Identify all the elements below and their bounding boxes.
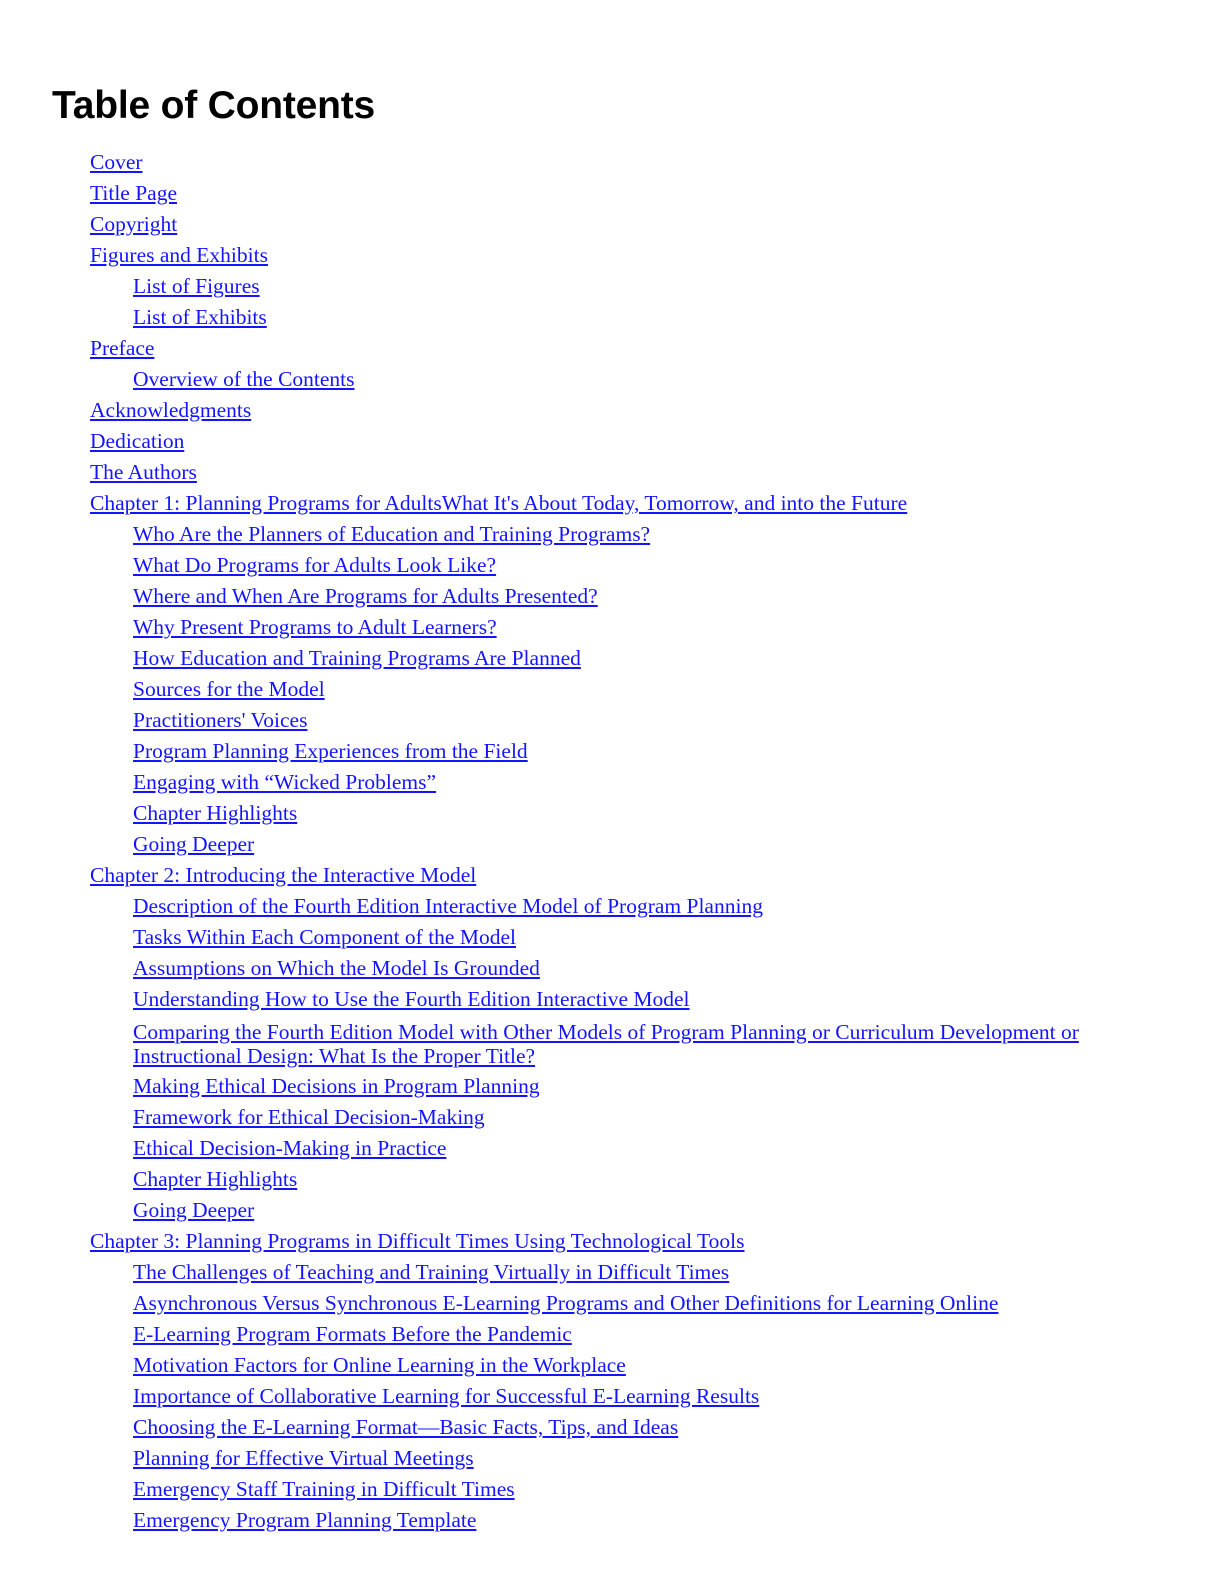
toc-link[interactable]: Engaging with “Wicked Problems” bbox=[133, 769, 437, 794]
toc-entry[interactable] bbox=[52, 1386, 1164, 1408]
toc-entry[interactable] bbox=[52, 645, 1164, 670]
toc-entry[interactable] bbox=[52, 955, 1164, 980]
toc-entry[interactable] bbox=[52, 986, 1164, 1011]
toc-entry[interactable] bbox=[52, 397, 1164, 422]
toc-entry[interactable] bbox=[52, 304, 1164, 329]
toc-link[interactable]: How Education and Training Programs Are Planned bbox=[133, 645, 581, 670]
toc-link[interactable]: Chapter 3: Planning Programs in Difficult Times Using Technological Tools bbox=[90, 1229, 745, 1254]
toc-link[interactable]: Chapter Highlights bbox=[133, 800, 298, 825]
toc-link[interactable]: The Authors bbox=[90, 459, 197, 484]
toc-link[interactable]: Choosing the E-Learning Format—Basic Facts, Tips, and Ideas bbox=[133, 1415, 679, 1440]
toc-entry[interactable] bbox=[52, 211, 1164, 236]
toc-entry[interactable] bbox=[52, 800, 1164, 825]
toc-link[interactable]: Motivation Factors for Online Learning in the Workplace bbox=[133, 1353, 626, 1378]
toc-link[interactable]: Chapter Highlights bbox=[133, 1167, 298, 1192]
toc-entry[interactable] bbox=[52, 490, 1164, 515]
toc-link[interactable]: Ethical Decision-Making in Practice bbox=[133, 1136, 447, 1161]
toc-entry[interactable] bbox=[52, 769, 1164, 794]
toc-link[interactable]: Importance of Collaborative Learning for Successful E-Learning Results bbox=[133, 1384, 760, 1409]
toc-entry[interactable] bbox=[52, 1200, 1164, 1222]
toc-link[interactable]: Cover bbox=[90, 149, 143, 174]
toc-link[interactable]: Title Page bbox=[90, 180, 178, 205]
toc-entry[interactable] bbox=[52, 273, 1164, 298]
toc-entry[interactable] bbox=[52, 1417, 1164, 1439]
toc-link[interactable]: Overview of the Contents bbox=[133, 366, 355, 391]
toc-link[interactable]: Why Present Programs to Adult Learners? bbox=[133, 614, 497, 639]
toc-entry[interactable] bbox=[52, 707, 1164, 732]
toc-entry[interactable] bbox=[52, 1479, 1164, 1501]
toc-link[interactable]: Planning for Effective Virtual Meetings bbox=[133, 1446, 474, 1471]
toc-link[interactable]: Going Deeper bbox=[133, 1198, 255, 1223]
toc-link[interactable]: Framework for Ethical Decision-Making bbox=[133, 1105, 485, 1130]
toc-entry[interactable] bbox=[52, 583, 1164, 608]
toc-link[interactable]: Preface bbox=[90, 335, 155, 360]
toc-entry[interactable] bbox=[52, 1510, 1164, 1532]
toc-link[interactable]: Making Ethical Decisions in Program Planning bbox=[133, 1074, 540, 1099]
toc-entry[interactable] bbox=[52, 1448, 1164, 1470]
toc-entry[interactable] bbox=[52, 738, 1164, 763]
toc-entry[interactable] bbox=[52, 1138, 1164, 1160]
toc-link[interactable]: List of Figures bbox=[133, 273, 260, 298]
toc-entry[interactable] bbox=[52, 1293, 1164, 1315]
toc-entry[interactable] bbox=[52, 242, 1164, 267]
toc-link[interactable]: Going Deeper bbox=[133, 831, 255, 856]
toc-link[interactable]: Understanding How to Use the Fourth Edition Interactive Model bbox=[133, 986, 690, 1011]
toc-link[interactable]: E-Learning Program Formats Before the Pandemic bbox=[133, 1322, 572, 1347]
toc-entry[interactable] bbox=[52, 924, 1164, 949]
toc-link[interactable]: Practitioners' Voices bbox=[133, 707, 308, 732]
toc-entry[interactable] bbox=[52, 831, 1164, 856]
toc-link[interactable]: Acknowledgments bbox=[90, 397, 252, 422]
toc-link[interactable]: Dedication bbox=[90, 428, 185, 453]
toc-entry[interactable] bbox=[52, 676, 1164, 701]
toc-entry[interactable] bbox=[52, 552, 1164, 577]
toc-link[interactable]: Tasks Within Each Component of the Model bbox=[133, 924, 516, 949]
toc-entry[interactable] bbox=[52, 1169, 1164, 1191]
toc-entry[interactable] bbox=[52, 149, 1164, 174]
table-of-contents-list bbox=[52, 149, 1164, 1533]
toc-link[interactable]: What Do Programs for Adults Look Like? bbox=[133, 552, 497, 577]
toc-entry[interactable] bbox=[52, 428, 1164, 453]
toc-entry[interactable] bbox=[52, 366, 1164, 391]
toc-entry[interactable] bbox=[52, 1324, 1164, 1346]
toc-link[interactable]: Assumptions on Which the Model Is Grounded bbox=[133, 955, 540, 980]
toc-link[interactable]: Where and When Are Programs for Adults Presented? bbox=[133, 583, 598, 608]
toc-entry[interactable] bbox=[52, 1020, 1164, 1068]
toc-entry[interactable] bbox=[52, 1262, 1164, 1284]
toc-link[interactable]: Who Are the Planners of Education and Training Programs? bbox=[133, 521, 651, 546]
toc-entry[interactable] bbox=[52, 893, 1164, 918]
toc-entry[interactable] bbox=[52, 335, 1164, 360]
toc-link[interactable]: Emergency Program Planning Template bbox=[133, 1508, 477, 1533]
toc-entry[interactable] bbox=[52, 862, 1164, 887]
toc-entry[interactable] bbox=[52, 1076, 1164, 1098]
toc-entry[interactable] bbox=[52, 521, 1164, 546]
toc-link[interactable]: Figures and Exhibits bbox=[90, 242, 268, 267]
toc-entry[interactable] bbox=[52, 1355, 1164, 1377]
toc-entry[interactable] bbox=[52, 1107, 1164, 1129]
toc-link[interactable]: Comparing the Fourth Edition Model with Other Models of Program Planning or Curriculum Development or Instructional Design: What Is the Proper Title? bbox=[133, 1019, 1079, 1068]
toc-link[interactable]: Asynchronous Versus Synchronous E-Learning Programs and Other Definitions for Learning Online bbox=[133, 1291, 999, 1316]
toc-link[interactable]: Chapter 1: Planning Programs for AdultsWhat It's About Today, Tomorrow, and into the Future bbox=[90, 490, 908, 515]
toc-entry[interactable] bbox=[52, 614, 1164, 639]
toc-entry[interactable] bbox=[52, 459, 1164, 484]
toc-entry[interactable] bbox=[52, 1231, 1164, 1253]
toc-link[interactable]: Sources for the Model bbox=[133, 676, 325, 701]
toc-link[interactable]: List of Exhibits bbox=[133, 304, 267, 329]
toc-entry[interactable] bbox=[52, 180, 1164, 205]
toc-link[interactable]: Copyright bbox=[90, 211, 178, 236]
toc-link[interactable]: Program Planning Experiences from the Field bbox=[133, 738, 528, 763]
toc-link[interactable]: The Challenges of Teaching and Training Virtually in Difficult Times bbox=[133, 1260, 730, 1285]
toc-link[interactable]: Chapter 2: Introducing the Interactive Model bbox=[90, 862, 477, 887]
toc-link[interactable]: Emergency Staff Training in Difficult Times bbox=[133, 1477, 515, 1502]
toc-link[interactable]: Description of the Fourth Edition Interactive Model of Program Planning bbox=[133, 893, 763, 918]
page-title: Table of Contents bbox=[52, 84, 376, 127]
